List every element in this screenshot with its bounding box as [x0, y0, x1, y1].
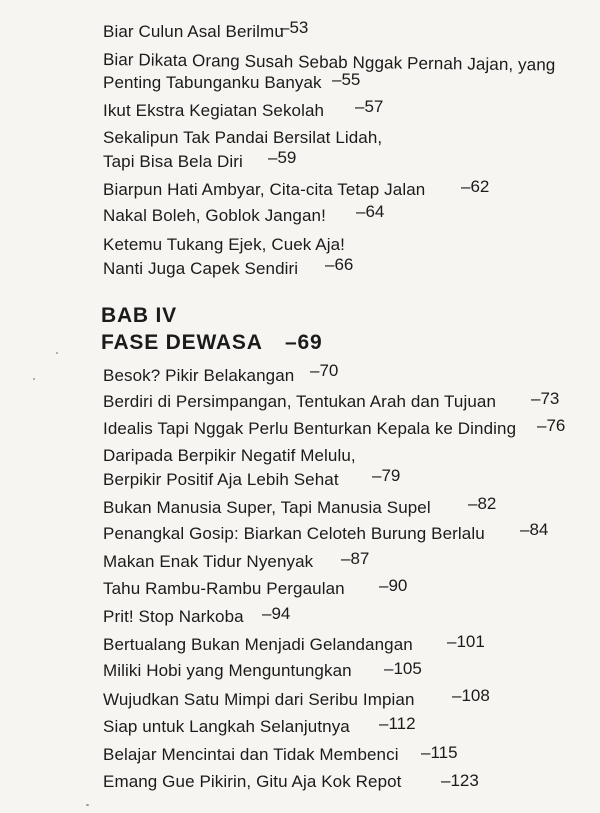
toc-entry-title: Ketemu Tukang Ejek, Cuek Aja! — [103, 235, 345, 254]
toc-entry-title: Bertualang Bukan Menjadi Gelandangan — [103, 635, 413, 654]
toc-entry-title: Biar Dikata Orang Susah Sebab Nggak Pernah Jajan, yang — [102, 50, 556, 75]
toc-entry-title: Ikut Ekstra Kegiatan Sekolah — [103, 101, 325, 120]
chapter-label: BAB IV — [101, 304, 177, 327]
toc-entry-title: Sekalipun Tak Pandai Bersilat Lidah, — [103, 128, 383, 147]
toc-entry-title: Makan Enak Tidur Nyenyak — [103, 552, 314, 571]
toc-entry-page: –70 — [310, 361, 339, 380]
toc-entry-title: Prit! Stop Narkoba — [103, 607, 244, 626]
scan-speck — [33, 378, 35, 380]
toc-entry-page: –79 — [372, 466, 401, 485]
toc-entry-title: Daripada Berpikir Negatif Melulu, — [103, 446, 356, 465]
toc-entry-title: Biarpun Hati Ambyar, Cita-cita Tetap Jalan — [103, 180, 426, 199]
toc-entry-page: –66 — [325, 255, 354, 274]
toc-entry-page: –112 — [379, 714, 416, 733]
toc-entry-title: Belajar Mencintai dan Tidak Membenci — [103, 745, 399, 764]
toc-entry-title: Emang Gue Pikirin, Gitu Aja Kok Repot — [103, 772, 402, 791]
toc-entry-page: –123 — [441, 771, 479, 790]
toc-entry-page: –87 — [341, 549, 370, 568]
toc-entry-page: –57 — [355, 97, 384, 116]
toc-entry-page: –115 — [421, 743, 458, 762]
toc-entry-title: Berpikir Positif Aja Lebih Sehat — [103, 470, 339, 489]
toc-entry-title: Bukan Manusia Super, Tapi Manusia Supel — [103, 498, 431, 517]
chapter-page: –69 — [285, 331, 323, 354]
toc-entry-title: Penting Tabunganku Banyak — [103, 73, 322, 92]
toc-entry-page: –55 — [332, 70, 361, 89]
toc-entry-page: –90 — [379, 576, 408, 595]
toc-entry-title: Wujudkan Satu Mimpi dari Seribu Impian — [103, 690, 415, 709]
toc-entry-page: –59 — [268, 148, 297, 167]
toc-entry-title: Besok? Pikir Belakangan — [103, 366, 295, 385]
toc-entry-title: Miliki Hobi yang Menguntungkan — [103, 661, 352, 680]
toc-entry-page: –105 — [384, 659, 422, 678]
toc-entry-page: –84 — [520, 520, 549, 539]
scan-speck — [86, 804, 89, 806]
toc-entry-title: Penangkal Gosip: Biarkan Celoteh Burung Berlalu — [103, 524, 485, 543]
toc-entry-page: –73 — [531, 389, 560, 408]
toc-entry-page: –94 — [262, 604, 291, 623]
scan-speck — [56, 352, 58, 354]
toc-entry-page: –76 — [537, 416, 566, 435]
toc-entry-title: Biar Culun Asal Berilmu — [103, 22, 284, 41]
toc-entry-page: –82 — [468, 494, 497, 513]
toc-entry-title: Tahu Rambu-Rambu Pergaulan — [103, 579, 345, 598]
toc-entry-title: Nakal Boleh, Goblok Jangan! — [103, 206, 326, 225]
toc-entry-title: Siap untuk Langkah Selanjutnya — [103, 717, 350, 736]
toc-entry-title: Idealis Tapi Nggak Perlu Benturkan Kepala ke Dinding — [103, 419, 517, 438]
toc-entry-page: –108 — [452, 686, 490, 705]
toc-entry-page: –53 — [280, 18, 309, 37]
toc-entry-page: –64 — [356, 202, 385, 221]
toc-entry-title: Nanti Juga Capek Sendiri — [103, 259, 299, 278]
chapter-title: FASE DEWASA — [101, 331, 263, 354]
toc-entry-title: Tapi Bisa Bela Diri — [103, 152, 243, 171]
toc-entry-title: Berdiri di Persimpangan, Tentukan Arah dan Tujuan — [103, 392, 497, 411]
toc-entry-page: –62 — [461, 177, 490, 196]
toc-entry-page: –101 — [447, 632, 485, 651]
